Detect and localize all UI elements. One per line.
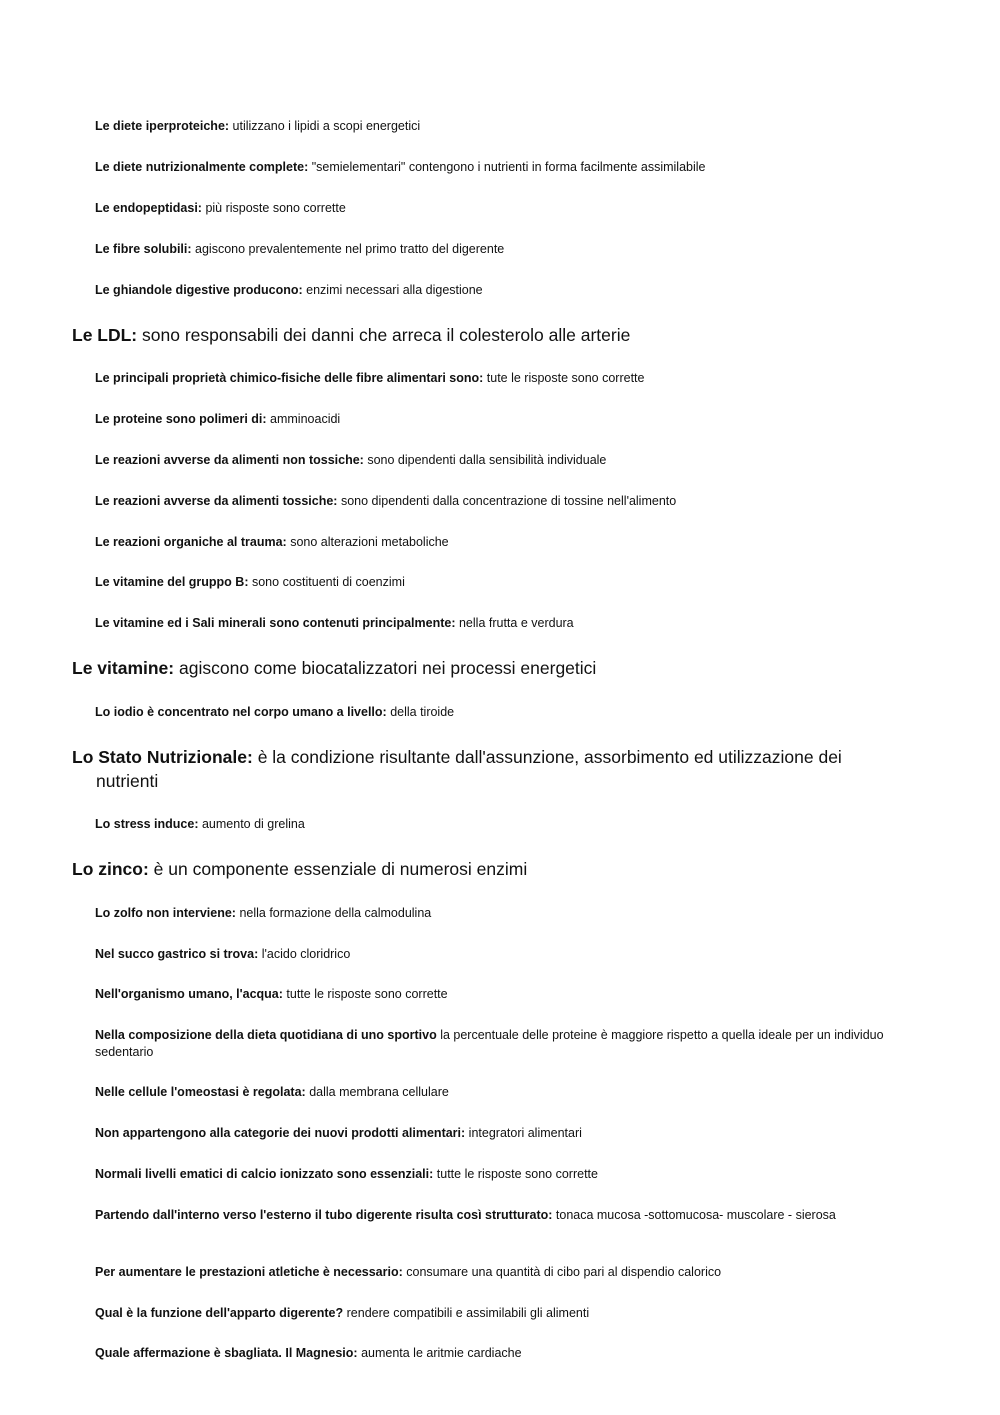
question: Le diete nutrizionalmente complete: [95, 160, 309, 174]
qa-entry [95, 1084, 885, 1101]
answer: tutte le risposte sono corrette [436, 1167, 598, 1181]
qa-entry [95, 946, 885, 963]
answer: tute le risposte sono corrette [486, 371, 645, 385]
answer: enzimi necessari alla digestione [306, 283, 483, 297]
qa-entry [95, 704, 885, 721]
answer: sono alterazioni metaboliche [290, 535, 449, 549]
answer: integratori alimentari [468, 1126, 582, 1140]
answer: sono responsabili dei danni che arreca il colesterolo alle arterie [142, 325, 631, 345]
qa-entry [95, 1207, 885, 1224]
question: Le vitamine ed i Sali minerali sono contenuti principalmente: [95, 616, 456, 630]
answer: sono dipendenti dalla concentrazione di tossine nell'alimento [340, 494, 677, 508]
qa-entry [95, 452, 885, 469]
answer: agiscono prevalentemente nel primo tratto del digerente [195, 242, 505, 256]
question: Le reazioni avverse da alimenti non tossiche: [95, 453, 364, 467]
answer: sono costituenti di coenzimi [251, 575, 405, 589]
answer: la percentuale delle proteine è maggiore rispetto a quella ideale per un individuo sedentario [95, 1028, 884, 1059]
question: Le endopeptidasi: [95, 201, 202, 215]
qa-entry [95, 1166, 885, 1183]
answer: aumento di grelina [201, 817, 305, 831]
answer: amminoacidi [270, 412, 341, 426]
question: Le LDL: [72, 325, 138, 345]
question: Quale affermazione è sbagliata. Il Magnesio: [95, 1346, 358, 1360]
answer: consumare una quantità di cibo pari al dispendio calorico [406, 1265, 722, 1279]
question: Le proteine sono polimeri di: [95, 412, 267, 426]
answer: più risposte sono corrette [205, 201, 346, 215]
question: Non appartengono alla categorie dei nuovi prodotti alimentari: [95, 1126, 466, 1140]
qa-entry [95, 159, 885, 176]
question: Le reazioni organiche al trauma: [95, 535, 287, 549]
question: Lo Stato Nutrizionale: [72, 747, 253, 767]
answer: tonaca mucosa -sottomucosa- muscolare - sierosa [555, 1208, 836, 1222]
qa-entry [95, 200, 885, 217]
qa-entry [95, 816, 885, 833]
question: Nell'organismo umano, l'acqua: [95, 987, 283, 1001]
qa-entry [95, 411, 885, 428]
question: Qual è la funzione dell'apparto digerente? [95, 1306, 344, 1320]
question: Normali livelli ematici di calcio ionizzato sono essenziali: [95, 1167, 434, 1181]
qa-entry [95, 493, 885, 510]
qa-entry [95, 241, 885, 258]
question: Lo iodio è concentrato nel corpo umano a livello: [95, 705, 387, 719]
qa-entry [95, 370, 885, 387]
question: Nella composizione della dieta quotidiana di uno sportivo [95, 1028, 437, 1042]
qa-entry [95, 615, 885, 632]
question: Le diete iperproteiche: [95, 119, 230, 133]
question: Le vitamine: [72, 658, 175, 678]
qa-entry [95, 905, 885, 922]
answer: aumenta le aritmie cardiache [361, 1346, 522, 1360]
answer: tutte le risposte sono corrette [286, 987, 448, 1001]
qa-entry [95, 574, 885, 591]
question: Nelle cellule l'omeostasi è regolata: [95, 1085, 306, 1099]
qa-entry [95, 534, 885, 551]
qa-entry [95, 1264, 885, 1281]
question: Nel succo gastrico si trova: [95, 947, 259, 961]
question: Per aumentare le prestazioni atletiche è necessario: [95, 1265, 403, 1279]
answer: agiscono come biocatalizzatori nei processi energetici [179, 658, 597, 678]
qa-entry-large [72, 857, 896, 881]
question: Le fibre solubili: [95, 242, 192, 256]
qa-entry-large [72, 656, 896, 680]
question: Lo zinco: [72, 859, 149, 879]
answer: sono dipendenti dalla sensibilità individuale [367, 453, 607, 467]
qa-entry-large [72, 323, 896, 347]
qa-entry-large [72, 745, 896, 793]
answer: "semielementari" contengono i nutrienti in forma facilmente assimilabile [311, 160, 706, 174]
question: Lo stress induce: [95, 817, 199, 831]
question: Lo zolfo non interviene: [95, 906, 236, 920]
question: Partendo dall'interno verso l'esterno il tubo digerente risulta così strutturato: [95, 1208, 553, 1222]
answer: utilizzano i lipidi a scopi energetici [232, 119, 421, 133]
question: Le vitamine del gruppo B: [95, 575, 249, 589]
answer: rendere compatibili e assimilabili gli alimenti [346, 1306, 590, 1320]
qa-entry [95, 282, 885, 299]
qa-entry [95, 118, 885, 135]
qa-entry [95, 1345, 885, 1362]
qa-entry [95, 986, 885, 1003]
answer: della tiroide [390, 705, 455, 719]
answer: dalla membrana cellulare [309, 1085, 449, 1099]
qa-entry [95, 1305, 885, 1322]
answer: nella frutta e verdura [458, 616, 574, 630]
qa-entry [95, 1027, 885, 1061]
question: Le principali proprietà chimico-fisiche delle fibre alimentari sono: [95, 371, 484, 385]
answer: è un componente essenziale di numerosi enzimi [153, 859, 528, 879]
question: Le reazioni avverse da alimenti tossiche: [95, 494, 338, 508]
answer: nella formazione della calmodulina [239, 906, 432, 920]
answer: l'acido cloridrico [261, 947, 351, 961]
answer: è la condizione risultante dall'assunzione, assorbimento ed utilizzazione dei nutrienti [96, 747, 842, 791]
qa-entry [95, 1125, 885, 1142]
question: Le ghiandole digestive producono: [95, 283, 303, 297]
